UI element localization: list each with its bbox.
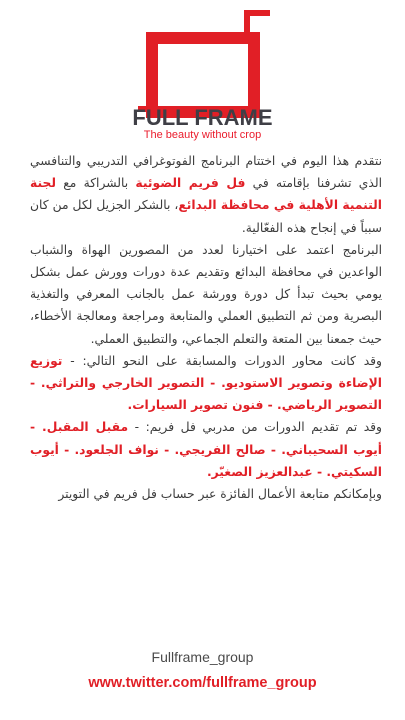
paragraph — [30, 416, 382, 483]
body-segment: وقد كانت محاور الدورات والمسابقة على النحو التالي: - — [62, 353, 382, 368]
highlight-text: فل فريم الضوئية — [135, 176, 246, 191]
body-segment: ، بالشكر الجزيل لكل من كان سبباً في إنجاح هذه الفعّالية. — [30, 198, 382, 235]
body-segment: نتقدم هذا اليوم في اختتام البرنامج الفوتوغرافي التدريبي والتنافسي الذي تشرفنا بإقامته في — [30, 154, 382, 191]
twitter-handle: Fullframe_group — [151, 649, 254, 665]
body-segment: وبإمكانكم متابعة الأعمال الفائزة عبر حساب فل فريم في التويتر — [58, 487, 382, 502]
highlight-text: توزيع الإضاءة وتصوير الاستوديو. - التصوير الخارجي والتراثي. - التصوير الرياضي. - فنون تصوير السيارات. — [30, 353, 382, 413]
paragraph — [30, 483, 382, 505]
body-segment: البرنامج اعتمد على اختيارنا لعدد من المصورين الهواة والشباب الواعدين في محافظة البدائع وتقديم عدة دورات وورش عمل بشكل يومي بحيث تبدأ كل دورة وورشة عمل بالجانب المعرفي والتغذية البصرية ومن ثم التطبيق العملي والمتابعة ومراجعة ومعالجة الأخطاء، حيث جمعنا بين المتعة والتعلم الجماعي، والتطبيق العملي. — [30, 242, 382, 346]
brand-tagline: The beauty without crop — [143, 129, 262, 141]
announcement-text — [30, 150, 382, 505]
paragraph — [30, 350, 382, 417]
twitter-url-link[interactable]: www.twitter.com/fullframe_group — [88, 675, 317, 691]
body-segment: وقد تم تقديم الدورات من مدربي فل فريم: - — [128, 420, 382, 435]
full-frame-logo — [0, 0, 405, 140]
paragraph — [30, 239, 382, 350]
highlight-text: مقبل المقبل. - أيوب السحيباني. - صالح الفريجي. - نواف الجلعود. - أيوب السكيتي. - عبدالعزيز الصغيّر. — [30, 420, 382, 479]
paragraph — [30, 150, 382, 239]
body-segment: بالشراكة مع — [55, 176, 136, 191]
highlight-text: لجنة التنمية الأهلية في محافظة البدائع — [30, 176, 382, 213]
brand-name: FULL FRAME — [132, 105, 273, 130]
